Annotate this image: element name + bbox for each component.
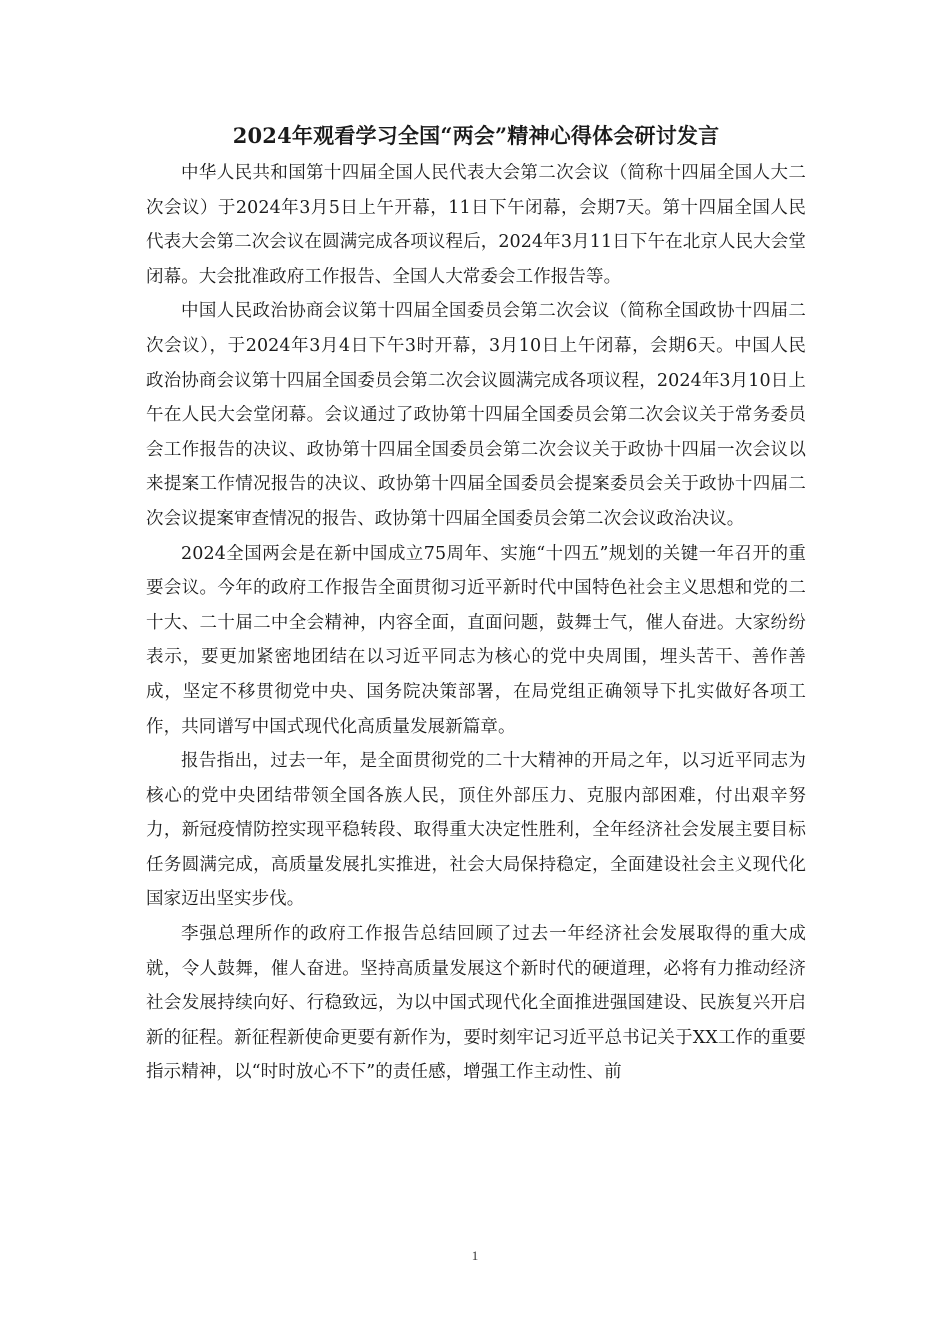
document-title: 2024年观看学习全国“两会”精神心得体会研讨发言 <box>232 123 720 148</box>
paragraph-cppcc-session: 中国人民政治协商会议第十四届全国委员会第二次会议（简称全国政协十四届二次会议），于2024年3月4日下午3时开幕，3月10日上午闭幕，会期6天。中国人民政治协商会议第十四届全国委员会第二次会议圆满完成各项议程，2024年3月10日上午在人民大会堂闭幕。会议通过了政协第十四届全国委员会第二次会议关于常务委员会工作报告的决议、政协第十四届全国委员会第二次会议关于政协十四届一次会议以来提案工作情况报告的决议、政协第十四届全国委员会提案委员会关于政协十四届二次会议提案审查情况的报告、政协第十四届全国委员会第二次会议政治决议。 <box>146 301 806 529</box>
paragraph-npc-session: 中华人民共和国第十四届全国人民代表大会第二次会议（简称十四届全国人大二次会议）于2024年3月5日上午开幕，11日下午闭幕，会期7天。第十四届全国人民代表大会第二次会议在圆满完成各项议程后，2024年3月11日下午在北京人民大会堂闭幕。大会批准政府工作报告、全国人大常委会工作报告等。 <box>146 163 806 287</box>
paragraph-two-sessions-significance: 2024全国两会是在新中国成立75周年、实施“十四五”规划的关键一年召开的重要会议。今年的政府工作报告全面贯彻习近平新时代中国特色社会主义思想和党的二十大、二十届二中全会精神，内容全面，直面问题，鼓舞士气，催人奋进。大家纷纷表示，要更加紧密地团结在以习近平同志为核心的党中央周围，埋头苦干、善作善成，坚定不移贯彻党中央、国务院决策部署，在局党组正确领导下扎实做好各项工作，共同谱写中国式现代化高质量发展新篇章。 <box>146 543 806 737</box>
page-number: 1 <box>471 1248 479 1263</box>
paragraph-government-work-report: 李强总理所作的政府工作报告总结回顾了过去一年经济社会发展取得的重大成就，令人鼓舞，催人奋进。坚持高质量发展这个新时代的硬道理，必将有力推动经济社会发展持续向好、行稳致远，为以中国式现代化全面推进强国建设、民族复兴开启新的征程。新征程新使命更要有新作为，要时刻牢记习近平总书记关于XX工作的重要指示精神，以“时时放心不下”的责任感，增强工作主动性、前 <box>146 924 806 1083</box>
document-body <box>146 156 806 1090</box>
paragraph-report-past-year: 报告指出，过去一年，是全面贯彻党的二十大精神的开局之年，以习近平同志为核心的党中央团结带领全国各族人民，顶住外部压力、克服内部困难，付出艰辛努力，新冠疫情防控实现平稳转段、取得重大决定性胜利，全年经济社会发展主要目标任务圆满完成，高质量发展扎实推进，社会大局保持稳定，全面建设社会主义现代化国家迈出坚实步伐。 <box>146 751 806 910</box>
